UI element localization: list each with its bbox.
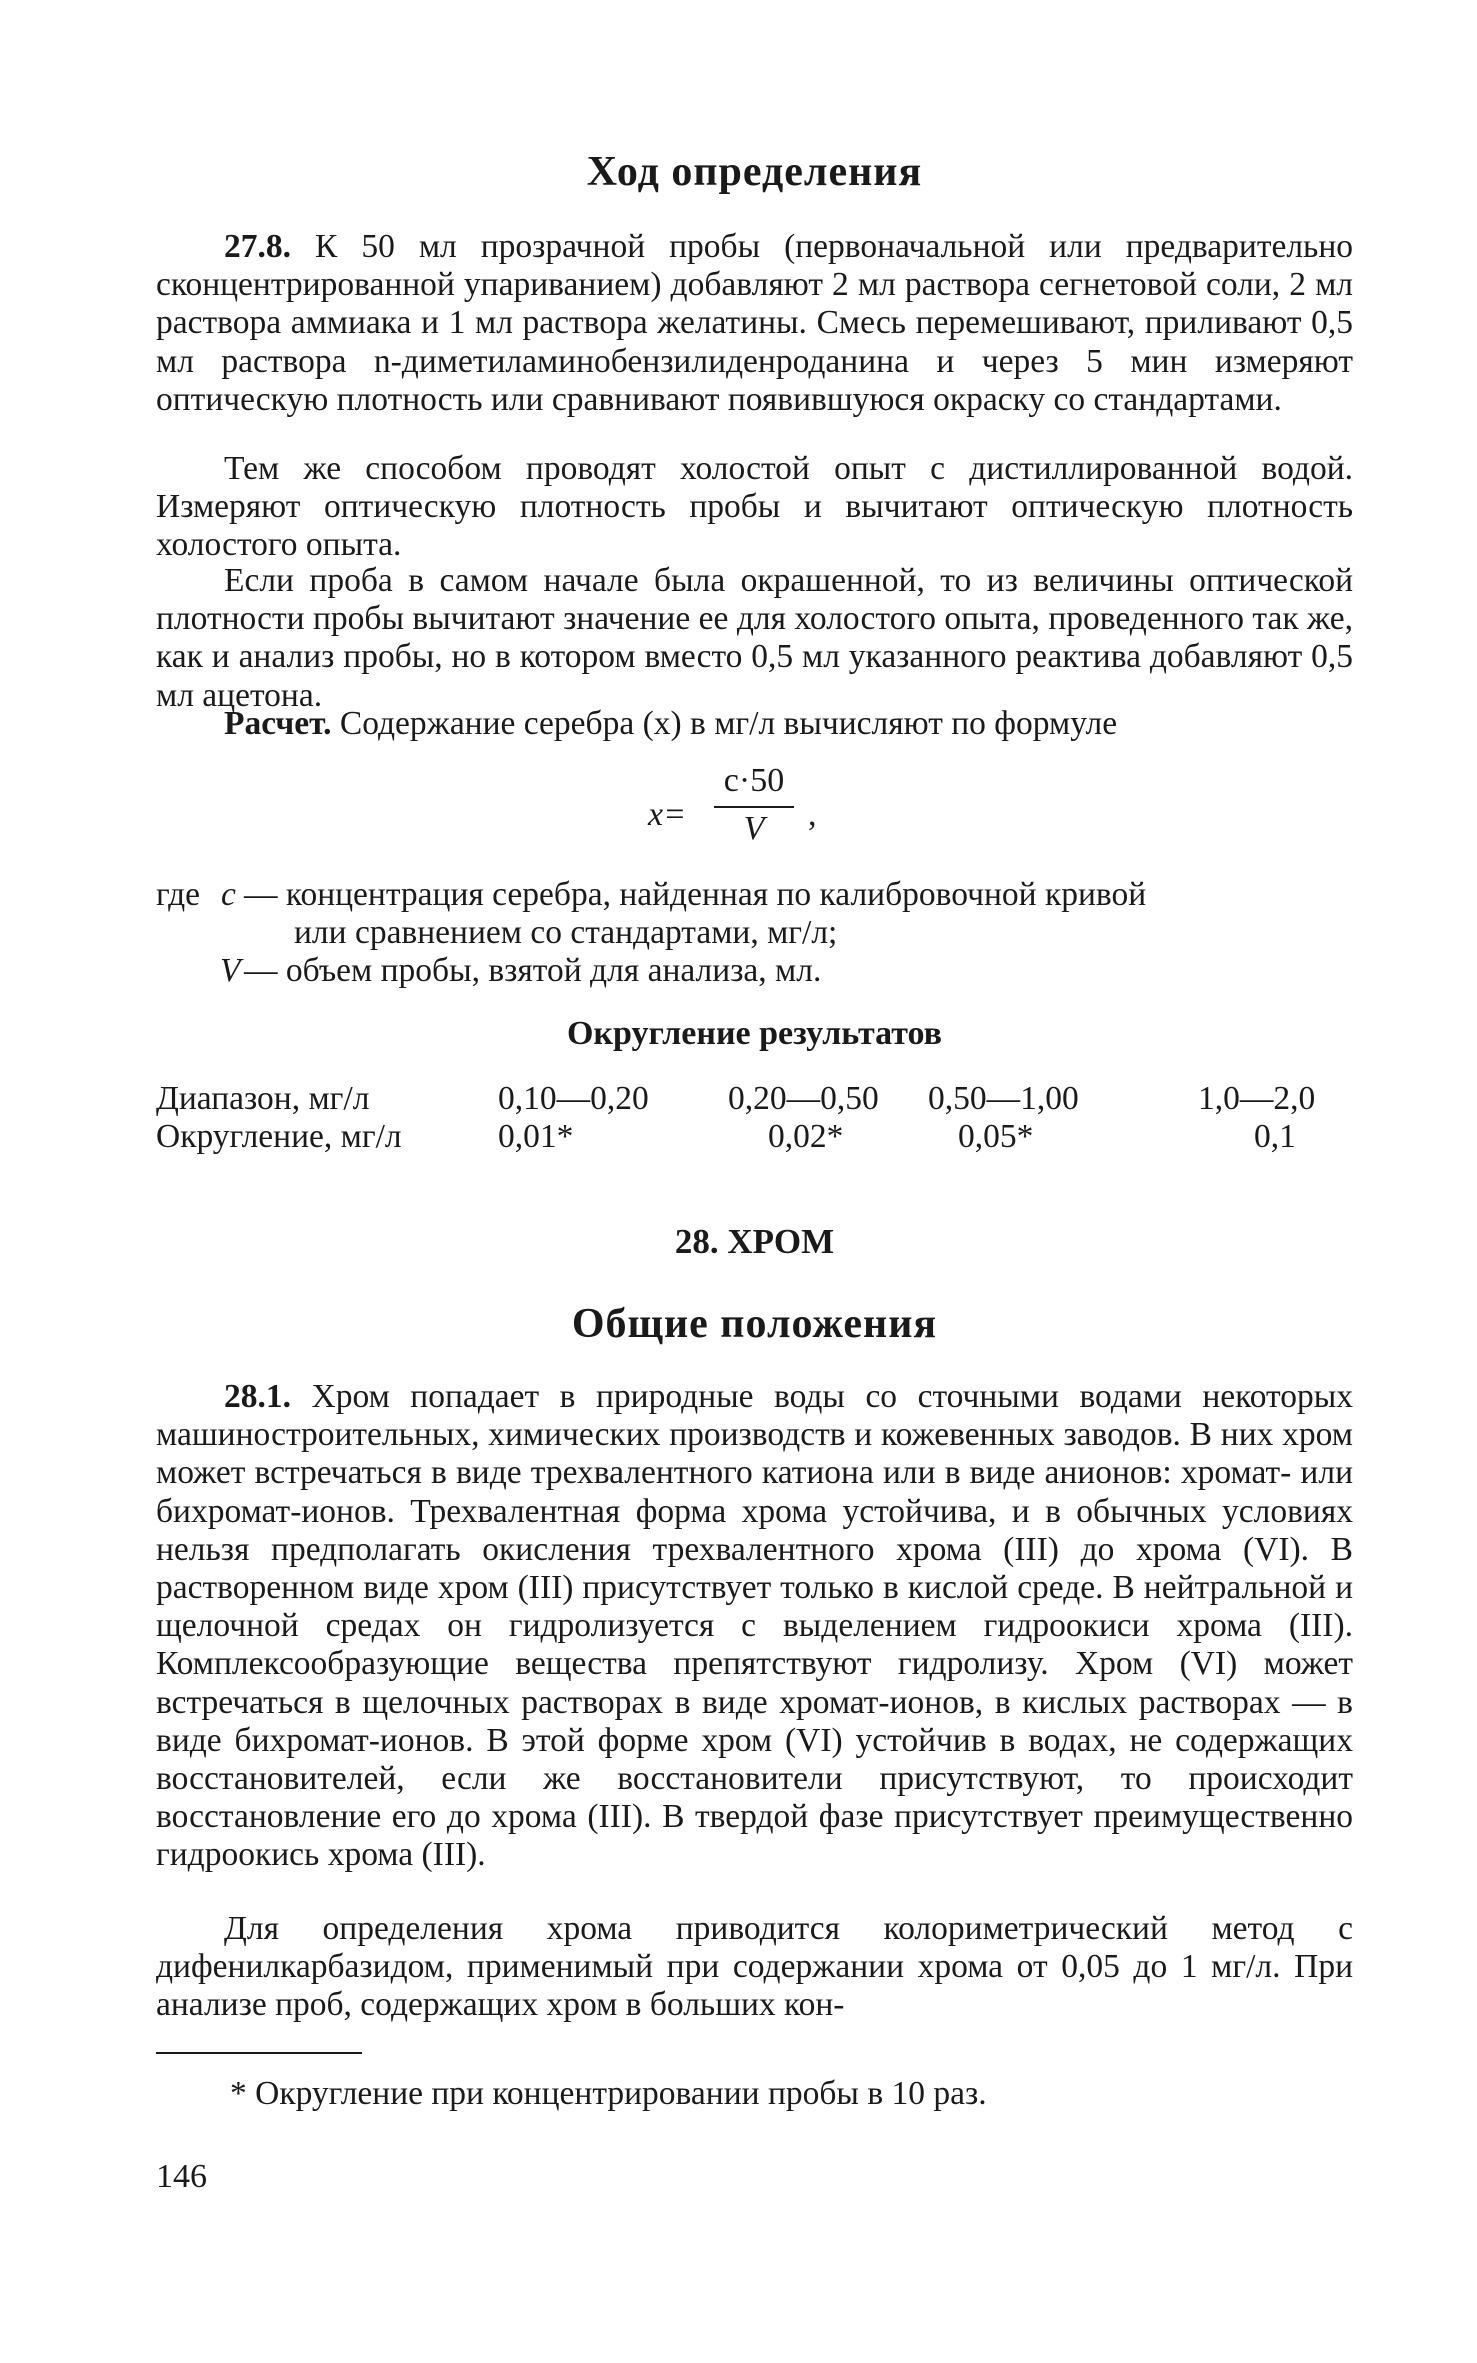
procedure-paragraph-1 <box>156 228 1353 419</box>
where-v-line <box>156 952 1353 990</box>
paragraph-text: Хром попадает в природные воды со сточными водами некоторых машиностроительных, химических производств и кожевенных заводов. В них хром может встречаться в виде трехвалентного катиона или в виде анионов: хромат- или бихромат-ионов. Трехвалентная форма хрома устойчива, и в обычных условиях нельзя предполагать окисления трехвалентного хрома (III) до хрома (VI). В растворенном виде хром (III) присутствует только в кислой среде. В нейтральной и щелочной средах он гидролизуется с выделением гидроокиси хрома (III). Комплексообразующие вещества препятствуют гидролизу. Хром (VI) может встречаться в щелочных растворах в виде хромат-ионов, в кислых растворах — в виде бихромат-ионов. В этой форме хром (VI) устойчив в водах, не содержащих восстановителей, если же восстановители присутствуют, то происходит восстановление его до хрома (III). В твердой фазе присутствует преимущественно гидроокись хрома (III). <box>156 1378 1353 1874</box>
calculation-text: Содержание серебра (x) в мг/л вычисляют по формуле <box>339 705 1118 742</box>
symbol-v: V <box>220 952 241 989</box>
paragraph-text: К 50 мл прозрачной пробы (первоначальной или предварительно сконцентрированной упариванием) добавляют 2 мл раствора сегнетовой соли, 2 мл раствора аммиака и 1 мл раствора желатины. Смесь перемешивают, приливают 0,5 мл раствора n-диметиламинобензилиденроданина и через 5 мин измеряют оптическую плотность или сравнивают появившуюся окраску со стандартами. <box>156 228 1353 418</box>
where-c-text: — концентрация серебра, найденная по калибровочной кривой <box>244 876 1147 913</box>
chapter-title-block <box>156 1222 1353 1262</box>
rounding-heading: Округление результатов <box>566 1015 942 1052</box>
table-cell: 0,02* <box>768 1118 844 1155</box>
rounding-table-block <box>156 1080 1353 1160</box>
paragraph-number: 27.8. <box>224 228 291 265</box>
procedure-paragraph-2 <box>156 450 1353 565</box>
chapter-title: 28. ХРОМ <box>674 1222 835 1261</box>
page-number: 146 <box>156 2158 207 2195</box>
general-paragraph-2 <box>156 1910 1353 2025</box>
paragraph-text: Тем же способом проводят холостой опыт с дистиллированной водой. Измеряют оптическую плотность пробы и вычитают оптическую плотность холостого опыта. <box>156 450 1353 564</box>
formula-numerator: c·50 <box>723 762 785 799</box>
formula <box>156 762 1353 872</box>
formula-lhs: x= <box>648 796 687 833</box>
row-label: Округление, мг/л <box>156 1118 402 1155</box>
table-row <box>156 1080 1348 1118</box>
table-cell: 0,50—1,00 <box>928 1080 1079 1117</box>
table-row <box>156 1118 1348 1156</box>
section-heading-procedure <box>156 148 1353 196</box>
where-v-text: — объем пробы, взятой для анализа, мл. <box>244 952 822 989</box>
row-label: Диапазон, мг/л <box>156 1080 370 1117</box>
formula-fraction <box>714 762 794 848</box>
section-heading-general <box>156 1300 1353 1348</box>
where-c-line <box>156 876 1353 914</box>
formula-comma: , <box>808 796 817 833</box>
where-c-line-2 <box>156 914 1353 952</box>
table-cell: 0,10—0,20 <box>498 1080 649 1117</box>
procedure-paragraph-3 <box>156 562 1353 715</box>
calculation-label: Расчет. <box>224 705 332 742</box>
calculation-paragraph <box>156 705 1353 743</box>
where-c-text-2: или сравнением со стандартами, мг/л; <box>294 914 838 951</box>
formula-denominator: V <box>743 810 765 847</box>
heading-procedure: Ход определения <box>586 149 923 195</box>
fraction-bar <box>714 806 794 808</box>
footnote-rule <box>156 2052 362 2054</box>
footnote: * Округление при концентрировании пробы в 10 раз. <box>230 2075 987 2112</box>
where-intro: где <box>156 876 200 913</box>
table-cell: 0,1 <box>1254 1118 1296 1155</box>
where-block <box>156 876 1353 996</box>
rounding-table <box>156 1080 1348 1156</box>
table-cell: 1,0—2,0 <box>1198 1080 1316 1117</box>
paragraph-text: Для определения хрома приводится колориметрический метод с дифенилкарбазидом, применимый при содержании хрома от 0,05 до 1 мг/л. При анализе проб, содержащих хром в больших кон- <box>156 1910 1353 2024</box>
table-cell: 0,01* <box>498 1118 574 1155</box>
paragraph-text: Если проба в самом начале была окрашенной, то из величины оптической плотности пробы вычитают значение ее для холостого опыта, проведенного так же, как и анализ пробы, но в котором вместо 0,5 мл указанного реактива добавляют 0,5 мл ацетона. <box>156 562 1353 714</box>
general-paragraph-1 <box>156 1378 1353 1875</box>
heading-general: Общие положения <box>571 1301 938 1347</box>
formula-block <box>156 762 1353 872</box>
rounding-heading-block <box>156 1015 1353 1053</box>
paragraph-number: 28.1. <box>224 1378 291 1415</box>
table-cell: 0,05* <box>958 1118 1034 1155</box>
table-cell: 0,20—0,50 <box>728 1080 879 1117</box>
symbol-c: c <box>221 876 236 913</box>
